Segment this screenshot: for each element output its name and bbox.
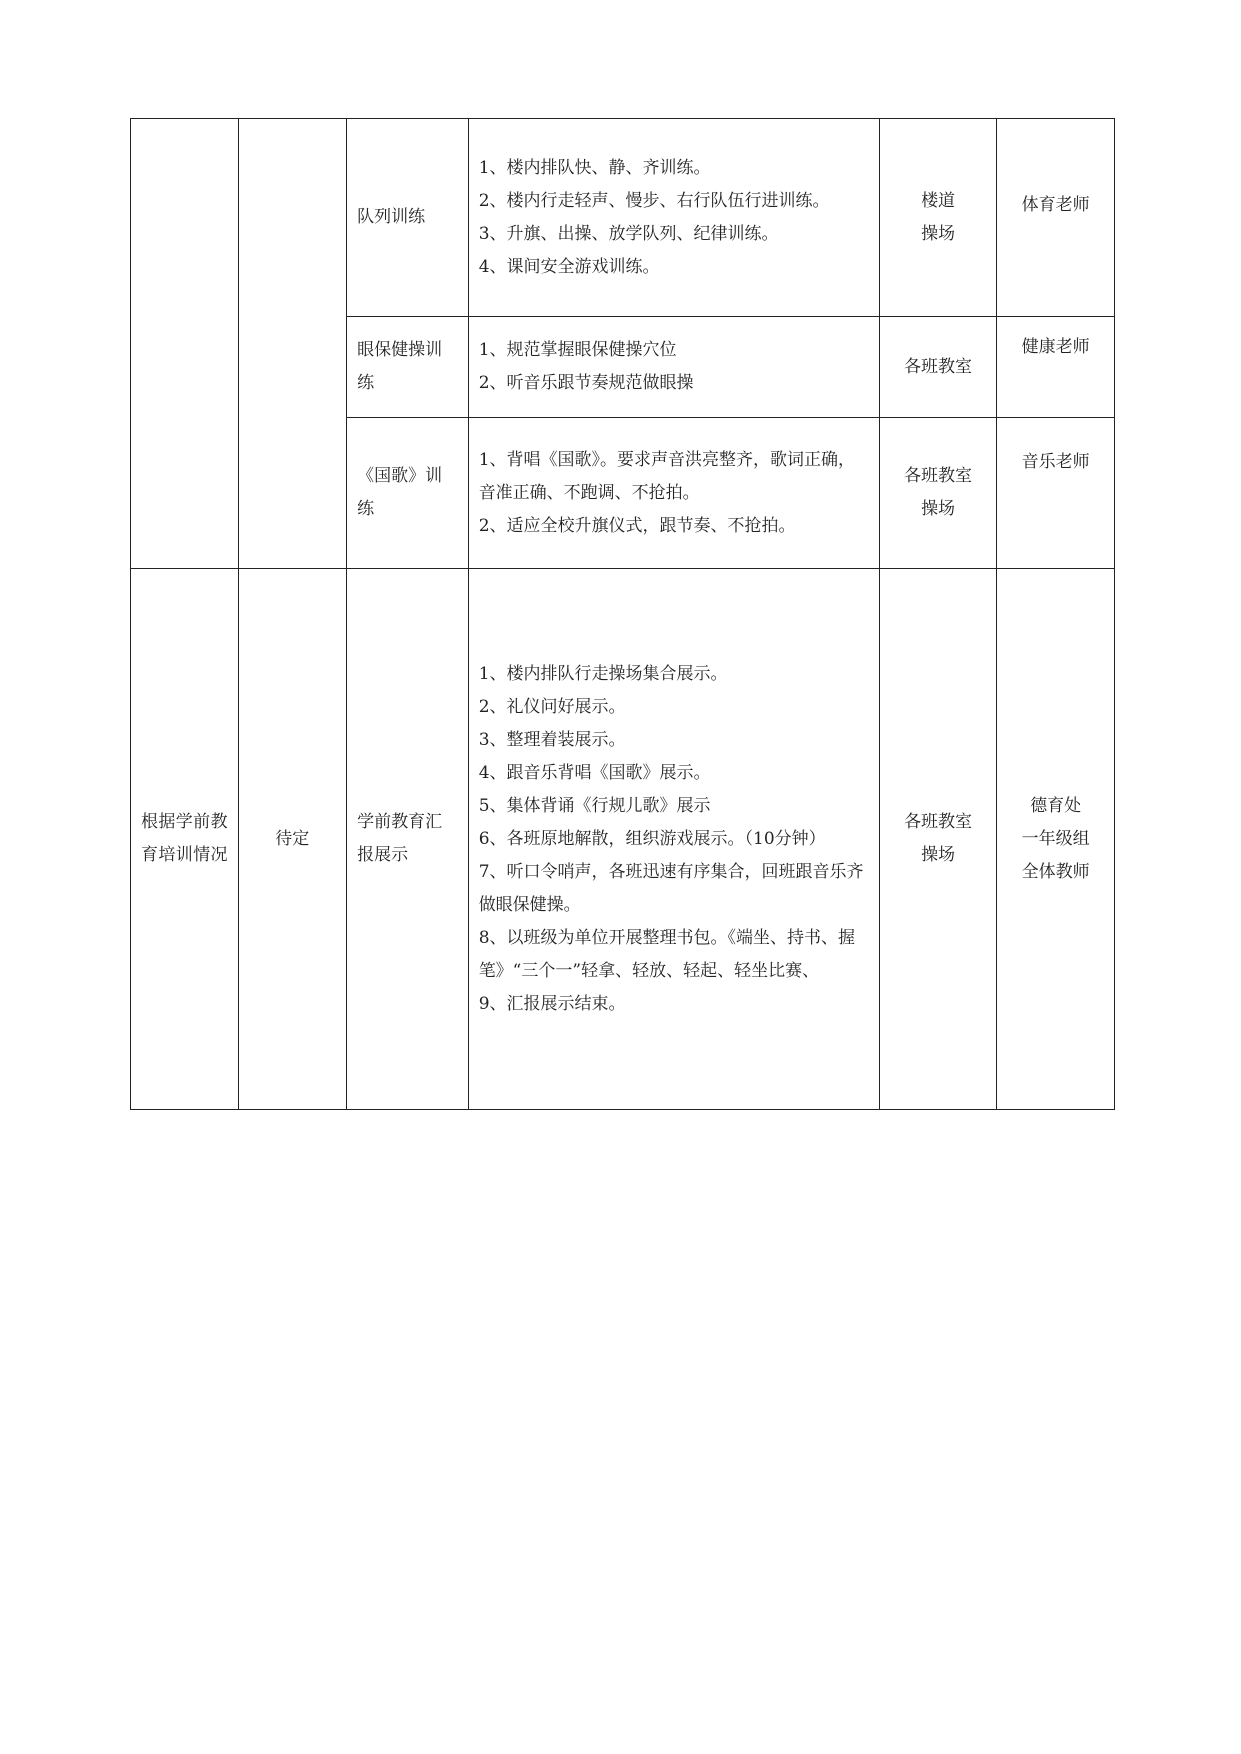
- content-line: 1、楼内排队快、静、齐训练。: [478, 157, 711, 178]
- content-line: 3、整理着装展示。: [478, 729, 626, 750]
- content-line: 2、礼仪问好展示。: [478, 696, 626, 717]
- activity-plan-table: [130, 118, 1115, 1110]
- time-cell: [238, 569, 347, 1110]
- content-line: 4、跟音乐背唱《国歌》展示。: [478, 762, 711, 783]
- content-line: 7、听口令哨声，各班迅速有序集合，回班跟音乐齐做眼保健操。: [478, 861, 864, 915]
- content-line: 2、听音乐跟节奏规范做眼操: [478, 373, 694, 393]
- place-cell: [879, 317, 997, 418]
- content-cell: [468, 317, 879, 418]
- time-label: 待定: [275, 828, 310, 849]
- table-row-queue-training: [131, 119, 1115, 317]
- person-line: 德育处: [1030, 795, 1082, 816]
- item-cell: [347, 119, 469, 317]
- person-line: 健康老师: [1021, 337, 1090, 357]
- person-cell: [997, 317, 1115, 418]
- place-cell: [879, 119, 997, 317]
- content-cell: [468, 569, 879, 1110]
- place-line: 楼道: [921, 190, 956, 211]
- content-line: 2、楼内行走轻声、慢步、右行队伍行进训练。: [478, 190, 830, 211]
- place-line: 操场: [921, 845, 956, 865]
- item-label: 眼保健操训练: [357, 340, 443, 393]
- person-line: 体育老师: [1021, 195, 1090, 215]
- basis-label: 根据学前教育培训情况: [141, 812, 228, 865]
- item-cell: [347, 317, 469, 418]
- table-row-presentation: [131, 569, 1115, 1110]
- content-line: 8、以班级为单位开展整理书包。《端坐、持书、握笔》“三个一”轻拿、轻放、轻起、轻坐比赛、: [478, 927, 856, 981]
- place-line: 各班教室: [904, 812, 973, 832]
- place-line: 操场: [921, 223, 956, 244]
- person-cell: [997, 119, 1115, 317]
- item-cell: [347, 418, 469, 569]
- basis-cell-empty: [131, 119, 239, 569]
- content-line: 5、集体背诵《行规儿歌》展示: [478, 795, 711, 816]
- content-line: 3、升旗、出操、放学队列、纪律训练。: [478, 223, 779, 244]
- person-cell: [997, 569, 1115, 1110]
- place-cell: [879, 569, 997, 1110]
- content-cell: [468, 119, 879, 317]
- content-line: 9、汇报展示结束。: [478, 993, 626, 1014]
- person-cell: [997, 418, 1115, 569]
- person-line: 音乐老师: [1021, 452, 1090, 472]
- place-line: 操场: [921, 499, 956, 519]
- time-cell-empty: [238, 119, 347, 569]
- place-line: 各班教室: [904, 466, 973, 486]
- content-line: 4、课间安全游戏训练。: [478, 256, 660, 277]
- place-line: 各班教室: [904, 356, 973, 377]
- person-line: 全体教师: [1021, 861, 1090, 882]
- content-cell: [468, 418, 879, 569]
- content-line: 1、楼内排队行走操场集合展示。: [478, 663, 728, 684]
- content-line: 2、适应全校升旗仪式，跟节奏、不抢拍。: [478, 515, 796, 536]
- place-cell: [879, 418, 997, 569]
- item-cell: [347, 569, 469, 1110]
- content-line: 1、背唱《国歌》。要求声音洪亮整齐，歌词正确，音准正确、不跑调、不抢拍。: [478, 449, 856, 503]
- content-line: 1、规范掌握眼保健操穴位: [478, 340, 677, 360]
- item-label: 《国歌》训练: [357, 466, 443, 519]
- person-line: 一年级组: [1021, 828, 1090, 849]
- basis-cell: [131, 569, 239, 1110]
- item-label: 队列训练: [357, 207, 426, 227]
- content-line: 6、各班原地解散，组织游戏展示。（10分钟）: [478, 828, 826, 849]
- item-label: 学前教育汇报展示: [357, 812, 443, 865]
